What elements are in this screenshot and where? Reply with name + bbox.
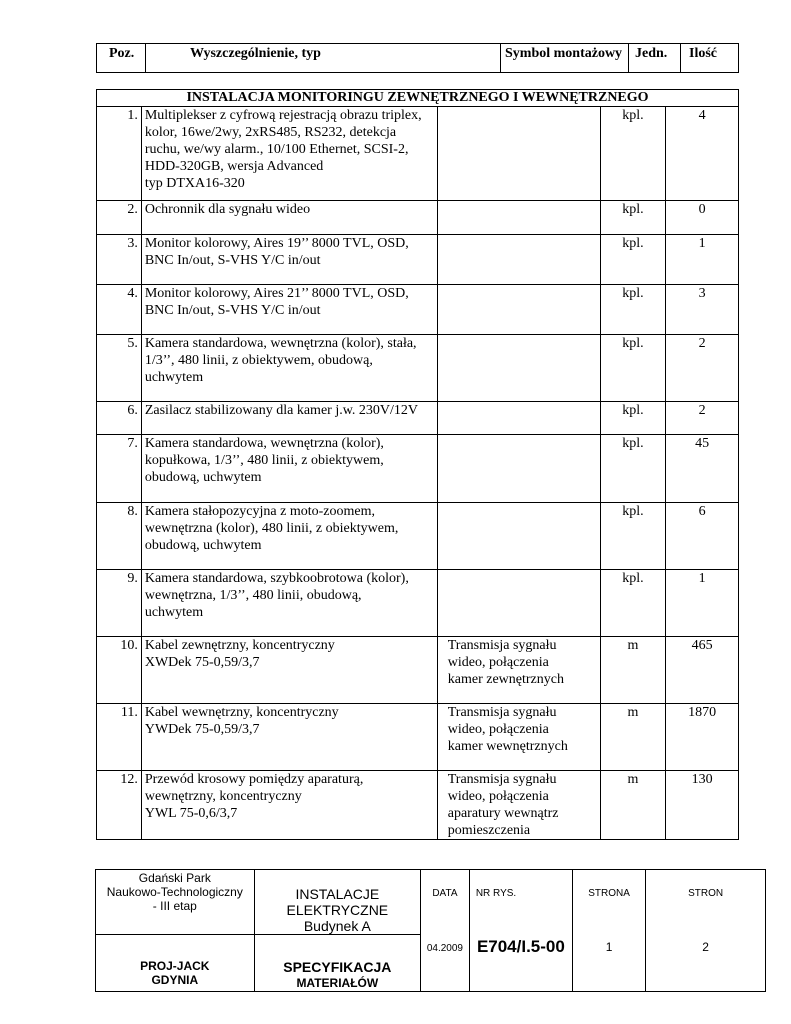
page-value: 1 [572, 935, 645, 992]
client-line1: Gdański Park [138, 871, 211, 885]
item-unit: kpl. [600, 570, 666, 637]
description-line: YWDek 75-0,59/3,7 [144, 722, 260, 737]
item-quantity: 465 [666, 637, 739, 704]
designer-cell [96, 935, 255, 992]
description-line: Monitor kolorowy, Aires 19’’ 8000 TVL, OSD, [144, 236, 409, 251]
item-description [141, 402, 437, 435]
section-title: INSTALACJA MONITORINGU ZEWNĘTRZNEGO I WEWNĘTRZNEGO [97, 90, 739, 107]
item-number: 7. [97, 435, 142, 503]
materials-table [96, 89, 739, 840]
item-description [141, 235, 437, 285]
table-row [97, 704, 739, 771]
symbol-line: aparatury wewnątrz [447, 806, 559, 821]
symbol-line: wideo, połączenia [447, 789, 549, 804]
doc-title-line1: SPECYFIKACJA [283, 959, 392, 975]
item-symbol [437, 285, 600, 335]
description-line: uchwytem [144, 370, 204, 385]
table-row [97, 285, 739, 335]
header-wyszczegolnienie: Wyszczególnienie, typ [146, 44, 501, 72]
symbol-line: wideo, połączenia [447, 722, 549, 737]
item-symbol [437, 771, 600, 840]
item-quantity: 45 [666, 435, 739, 503]
item-symbol [437, 435, 600, 503]
drawing-no-label: NR RYS. [469, 870, 572, 935]
header-poz: Poz. [97, 44, 146, 72]
description-line: uchwytem [144, 605, 204, 620]
description-line: Kabel zewnętrzny, koncentryczny [144, 638, 335, 653]
item-unit: m [600, 637, 666, 704]
symbol-line: pomieszczenia [447, 823, 531, 838]
description-line: wewnętrzna, 1/3’’, 480 linii, obudową, [144, 588, 362, 603]
item-quantity: 6 [666, 503, 739, 570]
column-header-row [96, 43, 739, 73]
item-description [141, 335, 437, 402]
item-quantity: 0 [666, 201, 739, 235]
table-row [97, 107, 739, 201]
item-unit: kpl. [600, 235, 666, 285]
item-quantity: 130 [666, 771, 739, 840]
item-quantity: 1 [666, 570, 739, 637]
item-number: 2. [97, 201, 142, 235]
header-jedn: Jedn. [629, 44, 681, 72]
client-line3: - III etap [152, 899, 197, 913]
description-line: Kabel wewnętrzny, koncentryczny [144, 705, 339, 720]
item-number: 3. [97, 235, 142, 285]
description-line: wewnętrzny, koncentryczny [144, 789, 302, 804]
discipline: INSTALACJE ELEKTRYCZNE [286, 886, 389, 918]
item-quantity: 3 [666, 285, 739, 335]
description-line: Przewód krosowy pomiędzy aparaturą, [144, 772, 364, 787]
description-line: obudową, uchwytem [144, 470, 262, 485]
table-row [97, 402, 739, 435]
item-symbol [437, 637, 600, 704]
discipline-cell [254, 870, 420, 935]
date-label: DATA [421, 870, 470, 935]
symbol-line: kamer wewnętrznych [447, 739, 568, 754]
item-number: 11. [97, 704, 142, 771]
table-row [97, 201, 739, 235]
item-symbol [437, 335, 600, 402]
description-line: Kamera standardowa, szybkoobrotowa (kolor), [144, 571, 409, 586]
description-line: Kamera standardowa, wewnętrzna (kolor), [144, 436, 384, 451]
drawing-no-value: E704/I.5-00 [469, 935, 572, 992]
pages-label: STRON [646, 870, 766, 935]
description-line: HDD-320GB, wersja Advanced [144, 159, 324, 174]
item-quantity: 2 [666, 335, 739, 402]
symbol-line: Transmisja sygnału [447, 772, 557, 787]
item-number: 12. [97, 771, 142, 840]
description-line: kopułkowa, 1/3’’, 480 linii, z obiektywem, [144, 453, 384, 468]
designer-line1: PROJ-JACK [140, 959, 210, 973]
item-number: 5. [97, 335, 142, 402]
item-symbol [437, 503, 600, 570]
description-line: kolor, 16we/2wy, 2xRS485, RS232, detekcja [144, 125, 397, 140]
symbol-line: wideo, połączenia [447, 655, 549, 670]
item-symbol [437, 201, 600, 235]
item-number: 1. [97, 107, 142, 201]
item-description [141, 704, 437, 771]
item-unit: kpl. [600, 201, 666, 235]
item-quantity: 2 [666, 402, 739, 435]
item-number: 6. [97, 402, 142, 435]
item-unit: m [600, 704, 666, 771]
item-symbol [437, 402, 600, 435]
table-row [97, 235, 739, 285]
description-line: Kamera standardowa, wewnętrzna (kolor), stała, [144, 336, 417, 351]
item-unit: kpl. [600, 285, 666, 335]
item-number: 10. [97, 637, 142, 704]
header-symbol: Symbol montażowy [501, 44, 629, 72]
item-description [141, 201, 437, 235]
table-row [97, 335, 739, 402]
description-line: BNC In/out, S-VHS Y/C in/out [144, 303, 321, 318]
doc-title-cell [254, 935, 420, 992]
date-value: 04.2009 [421, 935, 470, 992]
item-description [141, 285, 437, 335]
table-row [97, 637, 739, 704]
item-number: 8. [97, 503, 142, 570]
symbol-line: kamer zewnętrznych [447, 672, 564, 687]
symbol-line: Transmisja sygnału [447, 638, 557, 653]
item-symbol [437, 107, 600, 201]
description-line: 1/3’’, 480 linii, z obiektywem, obudową, [144, 353, 373, 368]
item-unit: m [600, 771, 666, 840]
item-unit: kpl. [600, 402, 666, 435]
description-line: Zasilacz stabilizowany dla kamer j.w. 230V/12V [144, 403, 419, 418]
description-line: ruchu, we/wy alarm., 10/100 Ethernet, SCSI-2, [144, 142, 409, 157]
designer-line2: GDYNIA [151, 973, 199, 987]
header-ilosc: Ilość [689, 46, 717, 61]
item-description [141, 107, 437, 201]
item-description [141, 435, 437, 503]
item-description [141, 570, 437, 637]
building: Budynek A [303, 918, 371, 934]
item-symbol [437, 235, 600, 285]
description-line: YWL 75-0,6/3,7 [144, 806, 238, 821]
item-unit: kpl. [600, 335, 666, 402]
section-title-row [97, 90, 739, 107]
description-line: Multiplekser z cyfrową rejestracją obrazu triplex, [144, 108, 422, 123]
description-line: Kamera stałopozycyjna z moto-zoomem, [144, 504, 375, 519]
table-row [97, 570, 739, 637]
item-symbol [437, 570, 600, 637]
title-block [95, 869, 766, 992]
item-unit: kpl. [600, 435, 666, 503]
item-quantity: 1 [666, 235, 739, 285]
page-label: STRONA [572, 870, 645, 935]
item-quantity: 1870 [666, 704, 739, 771]
item-symbol [437, 704, 600, 771]
client-line2: Naukowo-Technologiczny [106, 885, 243, 899]
description-line: Monitor kolorowy, Aires 21’’ 8000 TVL, OSD, [144, 286, 409, 301]
description-line: wewnętrzna (kolor), 480 linii, z obiektywem, [144, 521, 399, 536]
client-cell [96, 870, 255, 935]
item-unit: kpl. [600, 107, 666, 201]
item-number: 4. [97, 285, 142, 335]
doc-title-line2: MATERIAŁÓW [296, 976, 379, 990]
item-quantity: 4 [666, 107, 739, 201]
description-line: XWDek 75-0,59/3,7 [144, 655, 260, 670]
item-description [141, 771, 437, 840]
table-row [97, 771, 739, 840]
description-line: Ochronnik dla sygnału wideo [144, 202, 311, 217]
item-number: 9. [97, 570, 142, 637]
pages-value: 2 [646, 935, 766, 992]
description-line: BNC In/out, S-VHS Y/C in/out [144, 253, 321, 268]
table-row [97, 503, 739, 570]
table-row [97, 435, 739, 503]
symbol-line: Transmisja sygnału [447, 705, 557, 720]
item-description [141, 503, 437, 570]
description-line: typ DTXA16-320 [144, 176, 245, 191]
description-line: obudową, uchwytem [144, 538, 262, 553]
item-unit: kpl. [600, 503, 666, 570]
item-description [141, 637, 437, 704]
